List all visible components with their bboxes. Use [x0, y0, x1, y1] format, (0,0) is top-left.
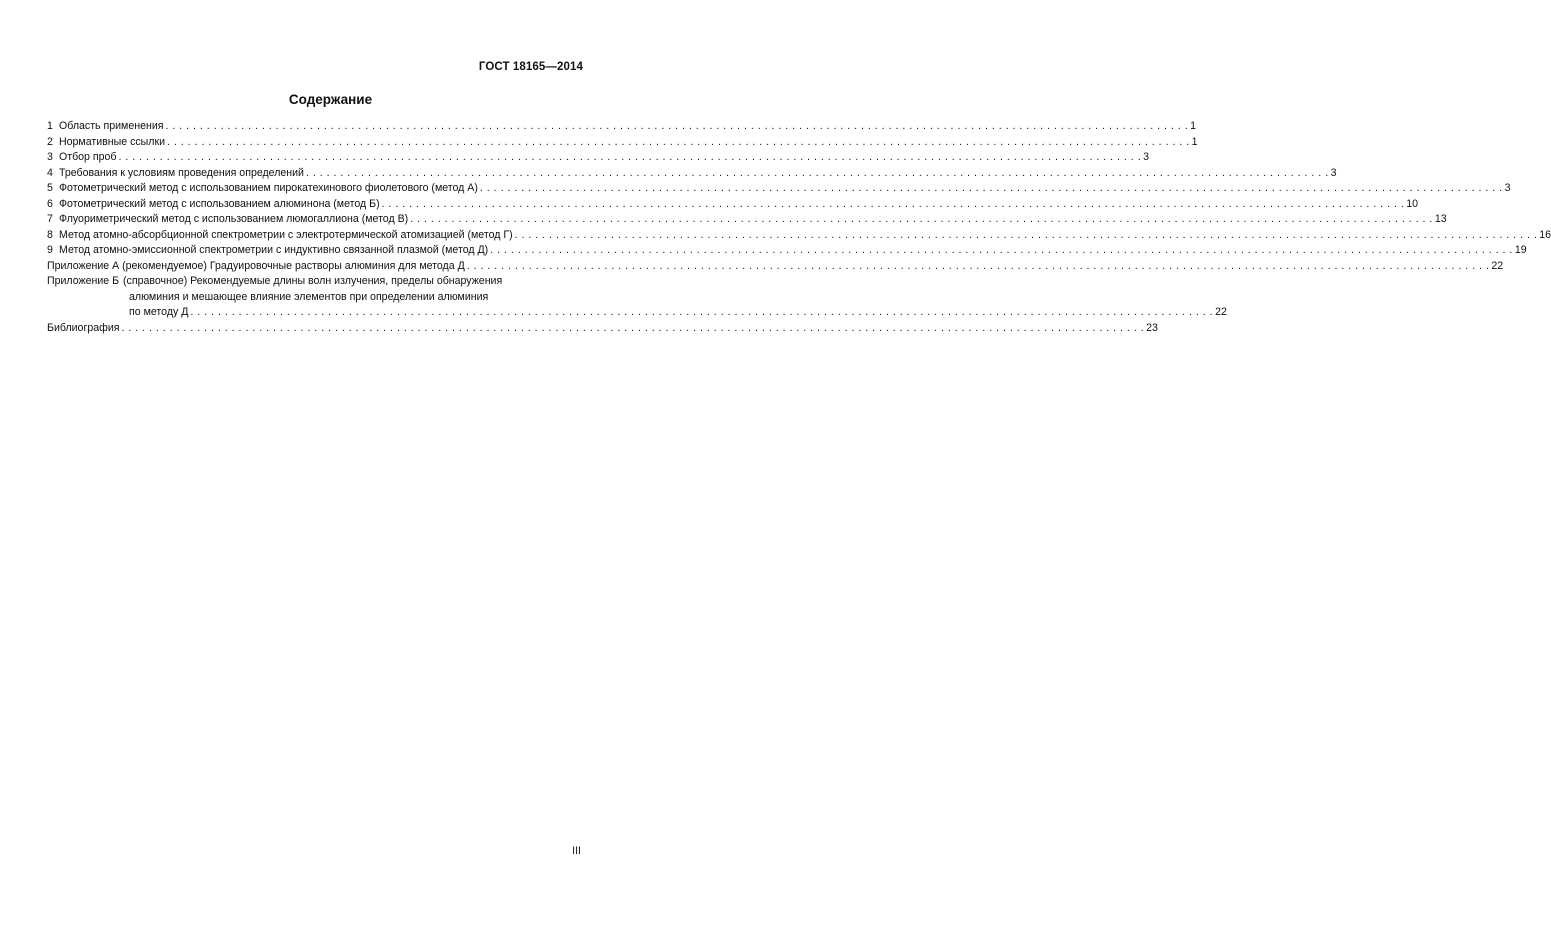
toc-entry-label: Метод атомно-абсорбционной спектрометрии с электротермической атомизацией (метод Г) — [59, 228, 513, 241]
toc-entry-page: 16 — [1539, 228, 1551, 241]
toc-entry-page: 1 — [1190, 120, 1197, 132]
toc-entry-label: Нормативные ссылки — [59, 135, 166, 148]
annex-b-line-3: по методу Д — [129, 306, 189, 318]
toc-entry-number: 5 — [47, 182, 53, 194]
dot-leader — [515, 228, 1538, 244]
toc-entry-5[interactable] — [47, 181, 1511, 197]
toc-entry-page: 10 — [1406, 197, 1419, 210]
annex-a-prefix: Приложение А — [47, 259, 120, 272]
table-of-contents — [47, 119, 1551, 336]
dot-leader — [167, 135, 1190, 151]
dot-leader — [165, 119, 1188, 135]
bibliography-page: 23 — [1146, 321, 1158, 334]
toc-entry-label: Метод атомно-эмиссионной спектрометрии с индуктивно связанной плазмой (метод Д) — [59, 244, 489, 256]
toc-entry-page: 3 — [1504, 182, 1511, 194]
toc-entry-number: 2 — [47, 135, 53, 148]
toc-entry-page: 3 — [1330, 166, 1337, 179]
toc-entry-number: 9 — [47, 244, 53, 256]
toc-entry-label: Требования к условиям проведения определений — [59, 166, 304, 179]
toc-bibliography[interactable] — [47, 321, 1158, 337]
annex-b-prefix: Приложение Б — [47, 275, 120, 287]
toc-entry-7[interactable] — [47, 212, 1447, 228]
dot-leader — [467, 259, 1490, 275]
toc-entry-number: 3 — [47, 151, 53, 163]
toc-entry-9[interactable] — [47, 243, 1527, 259]
annex-b-line-2: алюминия и мешающее влияние элементов при определении алюминия — [129, 290, 489, 303]
toc-entry-4[interactable] — [47, 166, 1337, 182]
toc-entry-label: Флуориметрический метод с использованием люмогаллиона (метод В) — [59, 213, 409, 225]
toc-entry-number: 7 — [47, 213, 53, 225]
toc-entry-6[interactable] — [47, 197, 1419, 213]
document-code: ГОСТ 18165—2014 — [478, 61, 583, 73]
toc-entry-label: Область применения — [59, 120, 164, 132]
toc-entry-page: 13 — [1434, 213, 1447, 225]
dot-leader — [480, 181, 1503, 197]
toc-title: Содержание — [288, 92, 373, 107]
toc-entry-number: 1 — [47, 120, 53, 132]
dot-leader — [382, 197, 1405, 213]
dot-leader — [490, 243, 1513, 259]
toc-entry-3[interactable] — [47, 150, 1150, 166]
toc-entry-page: 1 — [1191, 135, 1198, 148]
dot-leader — [306, 166, 1329, 182]
page-number: III — [572, 845, 581, 857]
annex-b-page: 22 — [1215, 306, 1227, 318]
annex-b-line-1: (справочное) Рекомендуемые длины волн излучения, пределы обнаружения — [123, 275, 503, 287]
toc-entry-8[interactable] — [47, 228, 1551, 244]
toc-entry-number: 4 — [47, 166, 53, 179]
toc-entry-number: 6 — [47, 197, 53, 210]
toc-entry-label: Отбор проб — [59, 151, 117, 163]
toc-entry-1[interactable] — [47, 119, 1197, 135]
toc-entry-page: 19 — [1514, 244, 1527, 256]
toc-entry-2[interactable] — [47, 135, 1198, 151]
dot-leader — [121, 321, 1144, 337]
toc-entry-page: 3 — [1143, 151, 1150, 163]
toc-annex-a[interactable] — [47, 259, 1504, 275]
annex-a-page: 22 — [1491, 259, 1504, 272]
annex-a-label: (рекомендуемое) Градуировочные растворы алюминия для метода Д — [122, 259, 465, 272]
dot-leader — [190, 305, 1213, 321]
toc-entry-label: Фотометрический метод с использованием пирокатехинового фиолетового (метод А) — [59, 182, 478, 194]
bibliography-label: Библиография — [47, 321, 120, 334]
toc-entry-number: 8 — [47, 228, 53, 241]
toc-entry-label: Фотометрический метод с использованием алюминона (метод Б) — [59, 197, 380, 210]
dot-leader — [410, 212, 1433, 228]
dot-leader — [118, 150, 1141, 166]
toc-annex-b[interactable] — [47, 274, 1227, 321]
